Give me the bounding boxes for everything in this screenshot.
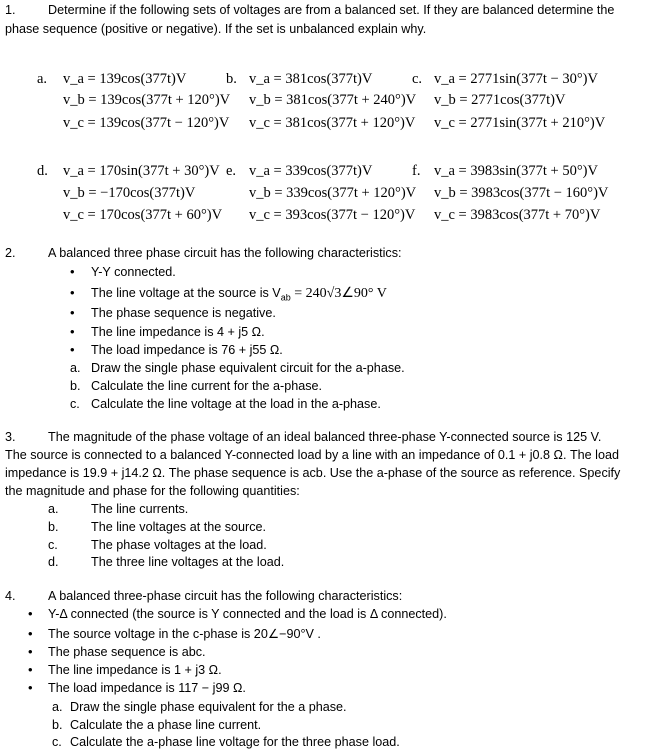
- item-text: Draw the single phase equivalent circuit for the a-phase.: [91, 361, 405, 375]
- q3-text: impedance is 19.9 + j14.2 Ω. The phase sequence is acb. Use the a-phase of the source as reference. Specify: [5, 466, 621, 480]
- item-text: Calculate the a-phase line voltage for the three phase load.: [70, 735, 400, 749]
- item-label: d.: [48, 555, 59, 569]
- bullet-icon: •: [70, 264, 75, 279]
- voltage-equation: v_c = 381cos(377t + 120°)V: [249, 115, 416, 131]
- q1-text: Determine if the following sets of voltages are from a balanced set. If they are balanced determine the: [48, 3, 615, 17]
- vab-subscript: ab: [280, 292, 291, 303]
- q3-text: the magnitude and phase for the following quantities:: [5, 484, 300, 498]
- voltage-equation: v_c = 139cos(377t − 120°)V: [63, 115, 230, 131]
- voltage-equation: v_a = 3983sin(377t + 50°)V: [434, 163, 598, 179]
- voltage-equation: v_c = 170cos(377t + 60°)V: [63, 207, 223, 223]
- item-label: b.: [48, 520, 59, 534]
- item-text: The line voltages at the source.: [91, 520, 267, 534]
- bullet-text: The phase sequence is abc.: [48, 645, 206, 659]
- voltage-equation: v_b = 381cos(377t + 240°)V: [249, 92, 417, 108]
- set-label: c.: [412, 71, 423, 87]
- bullet-text: The load impedance is 76 + j55 Ω.: [91, 343, 283, 357]
- item-text: Calculate the a phase line current.: [70, 718, 262, 732]
- bullet-icon: •: [70, 342, 75, 357]
- item-label: b.: [70, 379, 81, 393]
- voltage-equation: v_a = 170sin(377t + 30°)V: [63, 163, 220, 179]
- bullet-text: The line impedance is 1 + j3 Ω.: [48, 663, 222, 677]
- bullet-icon: •: [70, 285, 75, 300]
- voltage-equation: v_a = 339cos(377t)V: [249, 163, 373, 179]
- bullet-icon: •: [28, 680, 33, 695]
- item-text: Calculate the line current for the a-phase.: [91, 379, 323, 393]
- item-label: c.: [52, 735, 62, 749]
- bullet-icon: •: [28, 606, 33, 621]
- bullet-text: The line impedance is 4 + j5 Ω.: [91, 325, 265, 339]
- item-text: The three line voltages at the load.: [91, 555, 285, 569]
- voltage-equation: v_a = 139cos(377t)V: [63, 71, 187, 87]
- item-label: c.: [70, 397, 80, 411]
- q3-text: The magnitude of the phase voltage of an ideal balanced three-phase Y-connected source is 125 V.: [48, 430, 602, 444]
- bullet-icon: •: [28, 644, 33, 659]
- q2-intro: A balanced three phase circuit has the following characteristics:: [48, 246, 402, 260]
- item-text: The phase voltages at the load.: [91, 538, 267, 552]
- item-text: Draw the single phase equivalent for the a phase.: [70, 700, 347, 714]
- vab-value: = 240√3∠90° V: [290, 286, 387, 301]
- voltage-equation: v_a = 2771sin(377t − 30°)V: [434, 71, 598, 87]
- item-label: a.: [52, 700, 63, 714]
- voltage-equation: v_b = 139cos(377t + 120°)V: [63, 92, 231, 108]
- voltage-equation: v_c = 393cos(377t − 120°)V: [249, 207, 416, 223]
- voltage-equation: v_a = 381cos(377t)V: [249, 71, 373, 87]
- bullet-icon: •: [70, 324, 75, 339]
- bullet-text: The line voltage at the source is $V_{ab}$ = 240√3∠90° V: [91, 286, 387, 303]
- set-label: a.: [37, 71, 48, 87]
- set-label: d.: [37, 163, 48, 179]
- voltage-equation: v_c = 3983cos(377t + 70°)V: [434, 207, 601, 223]
- q3-number: 3.: [5, 430, 16, 444]
- voltage-equation: v_b = 3983cos(377t − 160°)V: [434, 185, 609, 201]
- bullet-text: The load impedance is 117 − j99 Ω.: [48, 681, 246, 695]
- item-label: a.: [48, 502, 59, 516]
- bullet-icon: •: [28, 626, 33, 641]
- voltage-equation: v_c = 2771sin(377t + 210°)V: [434, 115, 606, 131]
- item-text: The line currents.: [91, 502, 189, 516]
- bullet-text: Y-Δ connected (the source is Y connected and the load is Δ connected).: [48, 607, 447, 621]
- item-text: Calculate the line voltage at the load in the a-phase.: [91, 397, 381, 411]
- bullet-icon: •: [70, 305, 75, 320]
- voltage-equation: v_b = −170cos(377t)V: [63, 185, 196, 201]
- item-label: b.: [52, 718, 63, 732]
- set-label: f.: [412, 163, 421, 179]
- bullet-text: The phase sequence is negative.: [91, 306, 276, 320]
- q4-intro: A balanced three-phase circuit has the following characteristics:: [48, 589, 403, 603]
- set-label: b.: [226, 71, 237, 87]
- bullet-icon: •: [28, 662, 33, 677]
- q2-number: 2.: [5, 246, 16, 260]
- q1-text: phase sequence (positive or negative). If the set is unbalanced explain why.: [5, 22, 427, 36]
- q3-text: The source is connected to a balanced Y-connected load by a line with an impedance of 0.1 + j0.8 Ω. The load: [5, 448, 619, 462]
- bullet-text: Y-Y connected.: [91, 265, 176, 279]
- voltage-equation: v_b = 2771cos(377t)V: [434, 92, 566, 108]
- set-label: e.: [226, 163, 237, 179]
- item-label: c.: [48, 538, 58, 552]
- bullet-text: The source voltage in the c-phase is 20∠−90°V .: [48, 627, 321, 641]
- voltage-equation: v_b = 339cos(377t + 120°)V: [249, 185, 417, 201]
- q1-number: 1.: [5, 3, 16, 17]
- item-label: a.: [70, 361, 81, 375]
- q4-number: 4.: [5, 589, 16, 603]
